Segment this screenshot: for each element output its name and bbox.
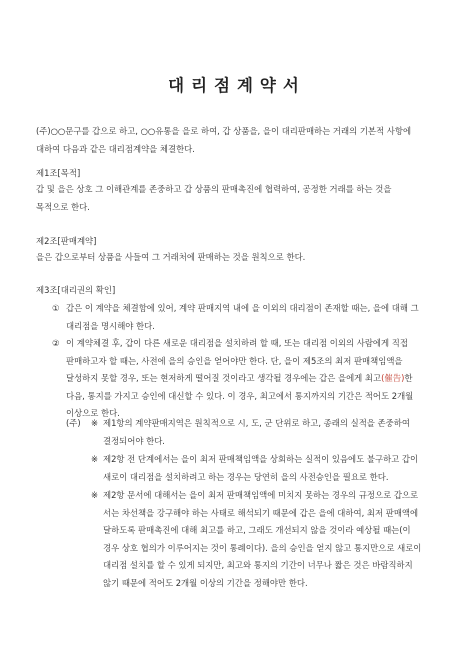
article3-item2: [66, 335, 413, 423]
note-line: 결정되어야 한다.: [103, 435, 165, 446]
note-3: [103, 487, 421, 592]
preamble: [36, 122, 446, 158]
note-line: 새로이 대리점을 설치하려고 하는 경우는 당연히 을의 사전승인을 필요로 한다.: [103, 471, 389, 482]
item2-line-highlighted: [66, 370, 413, 388]
preamble-line: 대하여 다음과 같은 대리점계약을 체결한다.: [36, 144, 195, 154]
item1-line: 대리점을 명시해야 한다.: [66, 320, 155, 331]
article1-line: 목적으로 한다.: [36, 202, 90, 212]
document-title: 대리점계약서: [168, 76, 306, 95]
note-line: 제1항의 계약판매지역은 원칙적으로 시, 도, 군 단위로 하고, 종래의 실적을 존중하여: [103, 418, 410, 428]
item2-line-suffix: 한: [404, 373, 413, 383]
article1-heading: 제1조[목적]: [36, 168, 81, 178]
note-2: [103, 451, 418, 486]
note-marker: ※: [91, 490, 99, 500]
note-line: 달하도록 판매촉진에 대해 최고를 하고, 그래도 개선되지 않을 것이라 예상될 때는(이: [103, 525, 411, 535]
note-line: 경우 상호 협의가 이루어지는 것이 통례이다). 을의 승인을 얻지 않고 통지만으로 새로이: [103, 542, 422, 553]
item2-line: 다음, 통지를 가지고 승인에 대신할 수 있다. 이 경우, 최고에서 통지까지의 기간은 적어도 2개월: [66, 390, 414, 401]
note-line: 제2항 전 단계에서는 을이 최저 판매책임액을 상회하는 실적이 있음에도 불구하고 갑이: [103, 454, 419, 464]
article1-line: 갑 및 을은 상호 그 이해관계를 존중하고 갑 상품의 판매촉진에 협력하여, 공정한 거래를 하는 것을: [36, 184, 392, 194]
note-line: 대리점 설치를 할 수 있게 되지만, 최고와 통지의 기간이 너무나 짧은 것은 바람직하지: [103, 560, 413, 570]
item1-marker: ①: [52, 303, 60, 313]
article2-line: 을은 갑으로부터 상품을 사들여 그 거래처에 판매하는 것을 원칙으로 한다.: [36, 252, 306, 262]
item2-line: 이 계약체결 후, 갑이 다른 새로운 대리점을 설치하려 할 때, 또는 대리점 이외의 사람에게 직접: [66, 338, 408, 348]
note-1: [103, 415, 410, 450]
article1-body: [36, 180, 446, 216]
article3-heading: 제3조[대리권의 확인]: [36, 285, 116, 295]
note-marker: ※: [91, 454, 99, 464]
note-line: 제2항 문서에 대해서는 을이 최저 판매책임액에 미치지 못하는 경우의 규정으로 갑으로: [103, 490, 419, 500]
item2-line: 이상으로 한다.: [66, 408, 120, 418]
item2-line-text: 달성하지 못할 경우, 또는 현저하게 떨어질 것이라고 생각될 경우에는 갑은 을에게 최고: [66, 373, 382, 383]
note-marker: ※: [91, 418, 99, 428]
article2-heading: 제2조[판매계약]: [36, 236, 97, 246]
note-line: 않기 때문에 적어도 2개월 이상의 기간을 정해야만 한다.: [103, 577, 308, 588]
article3-item1: [66, 300, 419, 335]
item2-line: 판매하고자 할 때는, 사전에 을의 승인을 얻어야만 한다. 단, 을이 제5조의 최저 판매책임액을: [66, 355, 403, 366]
item1-line: 갑은 이 계약을 체결함에 있어, 계약 판매지역 내에 을 이외의 대리점이 존재할 때는, 을에 대해 그: [66, 303, 419, 313]
notes-label: (주): [66, 418, 81, 428]
note-line: 서는 차선책을 강구해야 하는 사태로 해석되기 때문에 갑은 을에 대하여, 최저 판매액에: [103, 507, 419, 518]
preamble-line: (주)○○문구를 갑으로 하고, ○○유통을 을로 하여, 갑 상품을, 을이 대리판매하는 거래의 기본적 사항에: [36, 126, 412, 136]
item2-marker: ②: [52, 338, 60, 348]
highlight-word: (催告): [381, 373, 405, 383]
article2-body: [36, 248, 446, 266]
